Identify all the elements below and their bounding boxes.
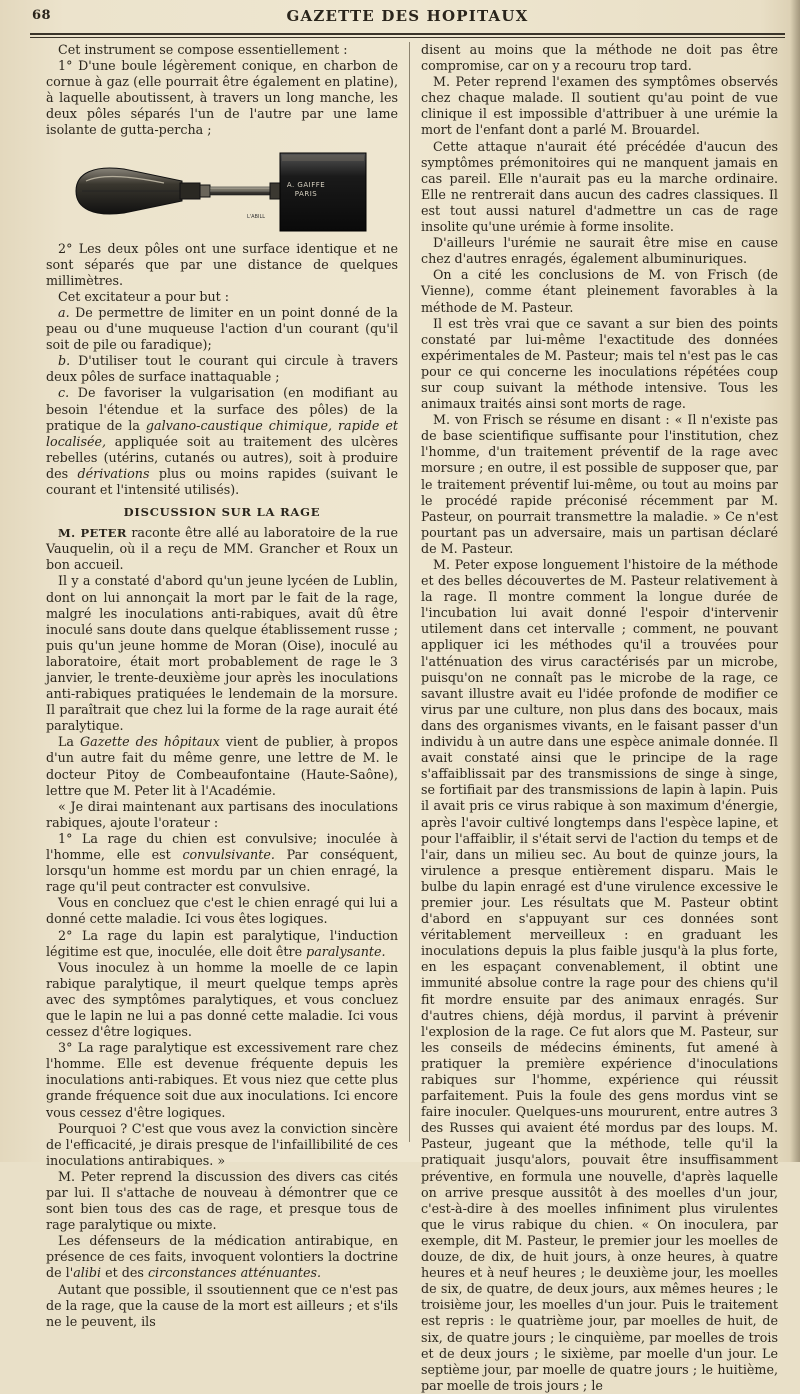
paragraph [46, 928, 398, 960]
maker-stamp-line1: A. GAIFFE [286, 180, 326, 189]
paragraph-text: plus ou moins rapides (suivant le courant et l'intensité utilisés). [46, 465, 398, 497]
paragraph: Cet instrument se compose essentiellement : [58, 42, 348, 57]
paragraph-text: Par conséquent, lorsqu'un homme est mordu par un chien enragé, la rage qu'il peut contracter est convulsive. [46, 847, 398, 895]
paragraph: On a cité les conclusions de M. von Frisch (de Vienne), comme étant pleinement favorables à la méthode de M. Pasteur. [421, 267, 778, 315]
maker-stamp-line2: PARIS [294, 189, 318, 198]
italic-text: dérivations [77, 465, 150, 481]
paragraph [46, 353, 398, 385]
paragraph-text: De permettre de limiter en un point donné de la peau ou d'une muqueuse l'action d'un courant (qu'il soit de pile ou faradique); [46, 304, 398, 353]
list-marker: b. [58, 353, 71, 369]
paragraph-text: raconte être allé au laboratoire de la rue Vauquelin, où il a reçu de MM. Grancher et Roux un bon accueil. [46, 525, 398, 573]
paragraph-text: Les défenseurs de la médication antirabique, en présence de ces faits, invoquent volontiers la doctrine de l' [46, 1233, 398, 1281]
paragraph: M. Peter reprend la discussion des divers cas cités par lui. Il s'attache de nouveau à démontrer que ce sont bien tous des cas de rage, et presque tous de rage paralytique ou mixte. [46, 1168, 398, 1233]
paragraph-text: appliquée soit au traitement des ulcères rebelles (utérins, cutanés ou autres), soit à produire des [46, 433, 398, 481]
engraver-signature: L'ABILL [246, 213, 266, 220]
paragraph: M. von Frisch se résume en disant : « Il n'existe pas de base scientifique suffisante pour l'institution, chez l'homme, d'un traitement préventif de la rage avec morsure ; en outre, il est possible de supposer que, par le traitement préventif lui-même, ou tout au moins par le procédé rapide préconisé récemment par M. Pasteur, on pourrait transmettre la maladie. » Ce n'est pourtant pas un adversaire, mais un partisan déclaré de M. Pasteur. [421, 412, 778, 556]
electrode-illustration [46, 145, 398, 237]
paragraph [46, 831, 398, 895]
page-header [30, 4, 785, 30]
header-rule-thin [30, 37, 785, 38]
column-divider [409, 42, 410, 1142]
italic-text: Gazette des hôpitaux [80, 734, 220, 750]
italic-text: convulsivante. [182, 847, 275, 863]
list-marker: a. [58, 304, 70, 320]
paragraph: 2° Les deux pôles ont une surface identique et ne sont séparés que par une distance de quelques millimètres. [46, 240, 398, 288]
paragraph: Il y a constaté d'abord qu'un jeune lycéen de Lublin, dont on lui annonçait la mort par le fait de la rage, malgré les inoculations anti-rabiques, avait dû être inoculé sans doute dans quelque établissement russe ; puis qu'un jeune homme de Moran (Oise), inoculé au laboratoire, était mort probablement de rage le 3 janvier, le trente-deuxième jour après les inoculations anti-rabiques pratiquées le lendemain de la morsure. Il paraîtrait que chez lui la forme de la rage aurait été paralytique. [46, 573, 398, 734]
header-rule [30, 33, 785, 35]
paragraph [46, 305, 398, 353]
paragraph: M. Peter reprend l'examen des symptômes observés chez chaque malade. Il soutient qu'au point de vue clinique il est impossible d'attribuer à une urémie la mort de l'enfant dont a parlé M. Brouardel. [421, 74, 778, 138]
paragraph: Vous en concluez que c'est le chien enragé qui lui a donné cette maladie. Ici vous êtes logiques. [46, 895, 398, 927]
paragraph [46, 734, 398, 798]
running-title: GAZETTE DES HOPITAUX [286, 7, 529, 25]
page-number: 68 [32, 8, 52, 23]
paragraph: Pourquoi ? C'est que vous avez la conviction sincère de l'efficacité, je dirais presque de l'infaillibilité de ces inoculations antirabiques. » [46, 1120, 398, 1168]
italic-text: circonstances atténuantes. [147, 1265, 322, 1281]
paragraph-text: La [58, 734, 81, 750]
paragraph: D'ailleurs l'urémie ne saurait être mise en cause chez d'autres enragés, également albuminuriques. [421, 235, 778, 267]
paragraph-text: et des [101, 1265, 148, 1281]
paragraph: Vous inoculez à un homme la moelle de ce lapin rabique paralytique, il meurt quelque temps après avec des symptômes paralytiques, et vous concluez que le lapin ne lui a pas donné cette maladie. Ici vous cessez d'être logiques. [46, 959, 398, 1040]
italic-text: galvano-caustique chimique, rapide et localisée, [46, 417, 398, 449]
page-edge-shadow [790, 0, 800, 1162]
paragraph-text: 1° La rage du chien est convulsive; inoculée à l'homme, elle est [46, 830, 398, 863]
paragraph: Cette attaque n'aurait été précédée d'aucun des symptômes prémonitoires qui ne manquent jamais en cas pareil. Elle n'aurait pas eu la marche ordinaire. Elle ne rentrerait dans aucun des cadres classiques. Il est tout aussi naturel d'admettre un cas de rage insolite qu'une urémie à forme insolite. [421, 138, 778, 235]
paragraph: M. Peter expose longuement l'histoire de la méthode et des belles découvertes de M. Pasteur relativement à la rage. Il montre comment la longue durée de l'incubation lui avait donné l'espoir d'intervenir utilement dans cet intervalle ; comment, ne pouvant appliquer ici les méthodes qu'il a trouvées pour l'atténuation des virus caractérisés par un microbe, puisqu'on ne connaît pas le microbe de la rage, ce savant illustre avait eu l'idée profonde de modifier ce virus par une culture, non plus dans des bocaux, mais dans des organismes vivants, en le faisant passer d'un individu à un autre dans une espèce animale donnée. Il avait constaté ainsi que le principe de la rage s'affaiblissait par des transmissions de singe à singe, se fortifiait par des transmissions de lapin à lapin. Puis il avait pris ce virus rabique à son maximum d'énergie, après l'avoir cultivé longtemps dans l'espèce lapine, et pour l'affaiblir, il s'était servi de l'action du temps et de l'air, dans un milieu sec. Au bout de quinze jours, la virulence a presque entièrement disparu. Mais le bulbe du lapin enragé est d'une virulence excessive le premier jour. Les résultats que M. Pasteur obtint d'abord en s'appuyant sur ces données sont véritablement merveilleux : en graduant les inoculations depuis la plus faible jusqu'à la plus forte, en les espaçant convenablement, il obtint une immunité absolue contre la rage pour des chiens qu'il fit mordre ensuite par des animaux enragés. Sur d'autres chiens, déjà mordus, il parvint à prévenir l'explosion de la rage. Ce fut alors que M. Pasteur, sur les conseils de médecins éminents, fut amené à pratiquer la première expérience d'inoculations rabiques sur l'homme, expérience qui réussit parfaitement. Puis la foule des gens mordus vint se faire inoculer. Quelques-uns moururent, entre autres 3 des Russes qui avaient été mordus par des loups. M. Pasteur, jugeant que la méthode, telle qu'il la pratiquait jusqu'alors, pouvait être insuffisamment préventive, en formula une nouvelle, d'après laquelle on arrive presque aussitôt à des moelles d'un jour, c'est-à-dire à des moelles infiniment plus virulentes que le virus rabique du chien. « On inoculera, par exemple, dit M. Pasteur, le premier jour les moelles de douze, de dix, de huit jours, à onze heures, à quatre heures et à neuf heures ; le deuxième jour, les moelles de six, de quatre, de deux jours, aux mêmes heures ; le troisième jour, les moelles d'un jour. Puis le traitement est repris : le quatrième jour, par moelles de huit, de six, de quatre jours ; le cinquième, par moelles de trois et de deux jours ; le sixième, par moelle d'un jour. Le septième jour, par moelle de quatre jours ; le huitième, par moelle de trois jours ; le [421, 557, 778, 1393]
paragraph: 3° La rage paralytique est excessivement rare chez l'homme. Elle est devenue fréquente depuis les inoculations anti-rabiques. Et vous niez que cette plus grande fréquence soit due aux inoculations. Ici encore vous cessez d'être logiques. [46, 1040, 398, 1120]
paragraph: Il est très vrai que ce savant a sur bien des points constaté par lui-même l'exactitude des données expérimentales de M. Pasteur; mais tel n'est pas le cas pour ce qui concerne les inoculations répétées coup sur coup suivant la méthode intensive. Tous les animaux traités ainsi sont morts de rage. [421, 315, 778, 412]
paragraph: « Je dirai maintenant aux partisans des inoculations rabiques, ajoute l'orateur : [46, 798, 398, 830]
list-marker: c. [58, 385, 70, 401]
paragraph [46, 385, 398, 498]
paragraph-text: vient de publier, à propos d'un autre fait du même genre, une lettre de M. le docteur Pitoy de Combeaufontaine (Haute-Saône), lettre que M. Peter lit à l'Académie. [46, 734, 398, 798]
paragraph-text: D'utiliser tout le courant qui circule à travers deux pôles de surface inattaquable ; [46, 353, 398, 385]
paragraph [46, 1233, 398, 1281]
paragraph-text: 2° La rage du lapin est paralytique, l'induction légitime est que, inoculée, elle doit être [46, 927, 398, 959]
paragraph-text: De favoriser la vulgarisation (en modifiant au besoin l'étendue et la surface des pôles) de la pratique de la [46, 385, 398, 433]
maker-stamp [276, 181, 336, 199]
paragraph: Autant que possible, il ssoutiennent que ce n'est pas de la rage, que la cause de la mort est ailleurs ; et s'ils ne le peuvent, ils [46, 1281, 398, 1329]
right-column [421, 42, 778, 1393]
italic-text: paralysante. [306, 943, 386, 959]
paragraph: 1° D'une boule légèrement conique, en charbon de cornue à gaz (elle pourrait être également en platine), à laquelle aboutissent, à travers un long manche, les deux pôles séparés l'un de l'autre par une lame isolante de gutta-percha ; [46, 58, 398, 138]
speaker-name: M. PETER [58, 526, 127, 541]
section-heading: DISCUSSION SUR LA RAGE [123, 505, 321, 520]
italic-text: alibi [73, 1265, 102, 1281]
left-column [46, 42, 398, 1329]
paragraph: disent au moins que la méthode ne doit pas être compromise, car on y a recouru trop tard. [421, 42, 778, 74]
paragraph: Cet excitateur a pour but : [58, 288, 230, 304]
paragraph [46, 525, 398, 573]
